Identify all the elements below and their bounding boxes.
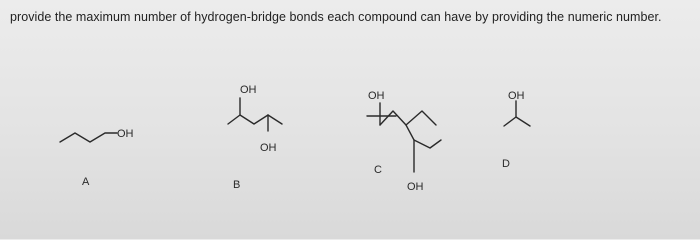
compound-a-label: A <box>82 176 90 188</box>
compound-c-oh-1: OH <box>368 90 385 102</box>
compound-c <box>367 90 441 193</box>
question-text: provide the maximum number of hydrogen-bridge bonds each compound can have by providing the numeric number. <box>10 10 662 24</box>
compound-c-label: C <box>374 164 382 176</box>
compound-b-label: B <box>233 179 241 191</box>
compound-d-oh: OH <box>508 90 525 102</box>
compound-b-oh-1: OH <box>240 84 257 96</box>
compound-d <box>502 90 530 170</box>
compound-b-oh-2: OH <box>260 142 277 154</box>
compound-b-skeleton <box>228 115 282 124</box>
compound-a-oh: OH <box>117 128 134 140</box>
compound-c-chain-lower <box>406 125 441 148</box>
compound-b <box>228 84 282 191</box>
compound-d-skeleton <box>504 117 530 126</box>
compound-c-chain-top <box>380 111 436 125</box>
compound-c-oh-2: OH <box>407 181 424 193</box>
compound-d-label: D <box>502 158 510 170</box>
compound-a-skeleton <box>60 133 117 142</box>
compound-a <box>60 128 134 188</box>
